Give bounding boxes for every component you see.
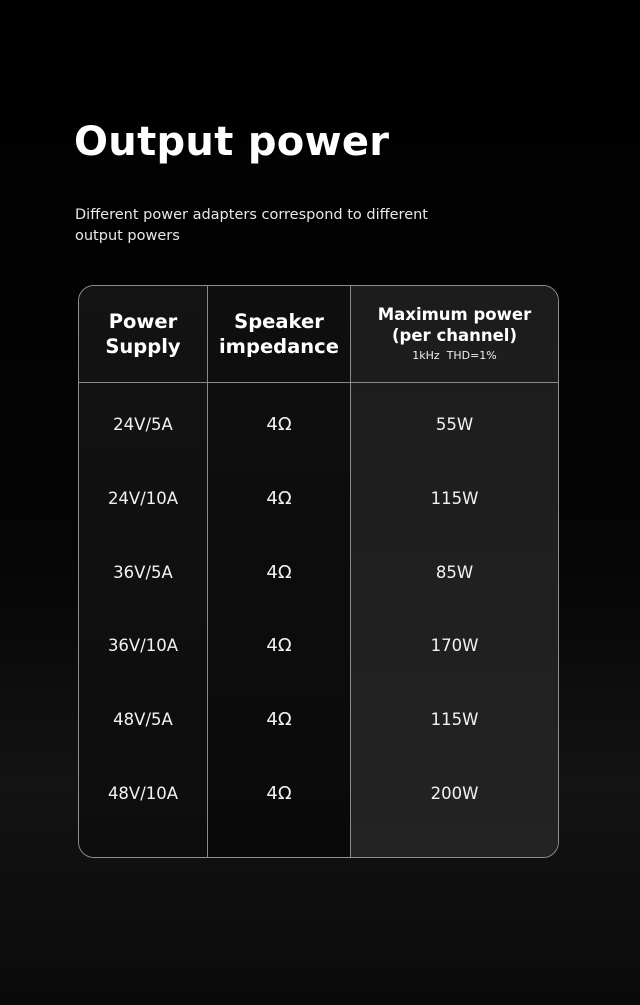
table-row [79, 608, 558, 682]
cell-speaker-impedance: 4Ω [266, 561, 292, 583]
table-row [79, 387, 558, 461]
cell-power-supply: 36V/5A [113, 562, 173, 582]
cell-maximum-power: 200W [430, 783, 479, 803]
cell-speaker-impedance: 4Ω [266, 782, 292, 804]
page-subtitle: Different power adapters correspond to different output powers [75, 207, 428, 244]
cell-power-supply: 36V/10A [107, 635, 179, 655]
table-row [79, 461, 558, 535]
cell-maximum-power: 170W [430, 635, 479, 655]
header-text: Power [108, 310, 178, 333]
cell-speaker-impedance: 4Ω [266, 413, 292, 435]
cell-maximum-power: 115W [430, 488, 479, 508]
output-power-table [78, 285, 559, 858]
cell-maximum-power: 55W [435, 414, 474, 434]
header-divider [79, 382, 558, 383]
table-header-row [79, 286, 558, 382]
header-text: Supply [105, 335, 181, 358]
cell-speaker-impedance: 4Ω [266, 708, 292, 730]
page-title: Output power [74, 119, 390, 165]
header-speaker-impedance [208, 286, 350, 382]
cell-maximum-power: 115W [430, 709, 479, 729]
header-text: (per channel) [392, 326, 517, 345]
header-text: Speaker [234, 310, 324, 333]
cell-power-supply: 48V/5A [113, 709, 173, 729]
header-note: 1kHz THD=1% [412, 349, 497, 362]
header-text: impedance [219, 335, 339, 358]
cell-speaker-impedance: 4Ω [266, 634, 292, 656]
table-row [79, 756, 558, 830]
cell-maximum-power: 85W [435, 562, 474, 582]
cell-power-supply: 24V/5A [113, 414, 173, 434]
cell-speaker-impedance: 4Ω [266, 487, 292, 509]
cell-power-supply: 24V/10A [107, 488, 179, 508]
cell-power-supply: 48V/10A [107, 783, 179, 803]
table-row [79, 682, 558, 756]
header-power-supply [79, 286, 207, 382]
header-maximum-power [351, 286, 558, 382]
table-row [79, 535, 558, 609]
header-text: Maximum power [377, 305, 532, 324]
